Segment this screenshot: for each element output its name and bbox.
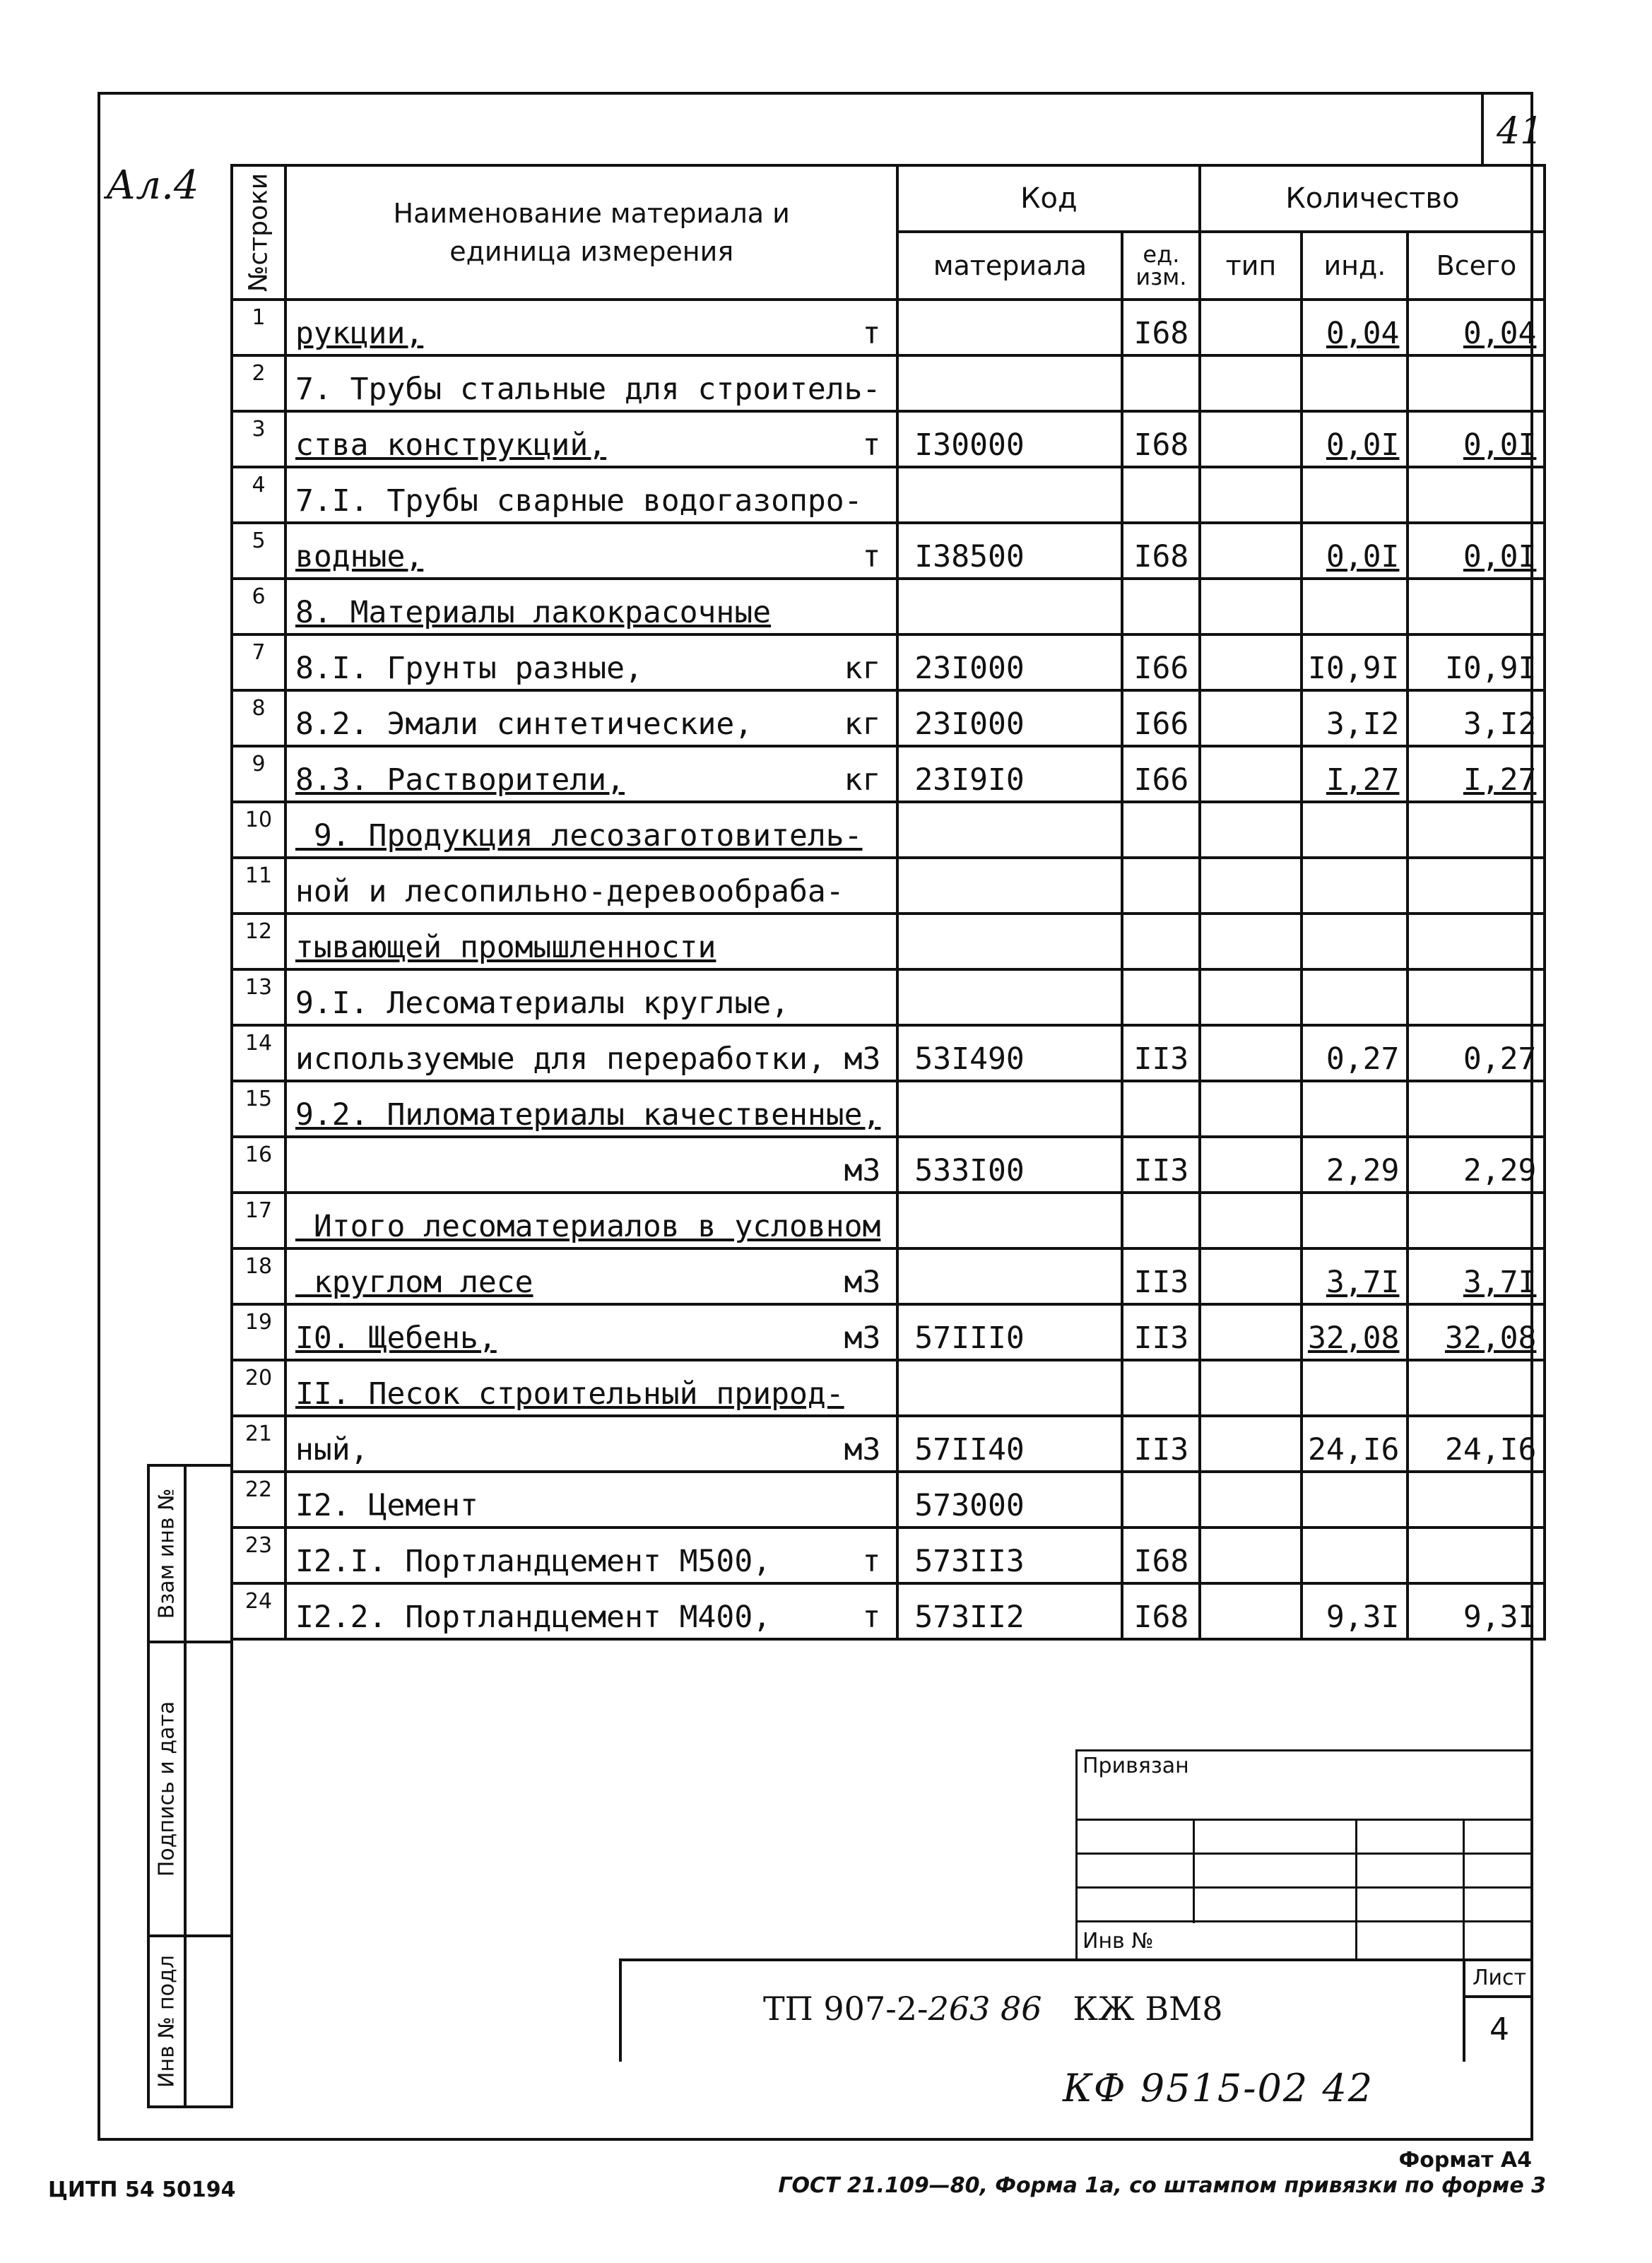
row-name xyxy=(285,1137,897,1193)
side-label-podpis: Подпись и дата xyxy=(154,1701,179,1877)
row-number: 14 xyxy=(232,1025,285,1081)
row-code xyxy=(897,1248,1122,1304)
format-label: Формат А4 xyxy=(1398,2148,1532,2173)
header-qty-ind: инд. xyxy=(1302,232,1408,300)
row-unit-abbr: т xyxy=(862,539,881,574)
row-type xyxy=(1200,1304,1302,1360)
row-number: 9 xyxy=(232,746,285,802)
row-ind xyxy=(1302,914,1408,969)
row-number: 12 xyxy=(232,914,285,969)
row-name xyxy=(285,523,897,579)
table-row xyxy=(232,411,1545,467)
row-name-text: рукции, xyxy=(295,316,424,351)
page-number: 41 xyxy=(1497,110,1544,153)
row-unit xyxy=(1122,969,1200,1025)
row-total: 9,3I xyxy=(1408,1583,1545,1639)
row-total: 3,7I xyxy=(1408,1248,1545,1304)
title-block xyxy=(619,1958,1533,2062)
row-unit-abbr: м3 xyxy=(844,1041,881,1077)
row-unit-abbr: кг xyxy=(844,707,881,742)
row-unit: II3 xyxy=(1122,1025,1200,1081)
row-name-text: 8.2. Эмали синтетические, xyxy=(295,707,753,742)
side-label-inv-podl: Инв № подл xyxy=(154,1955,179,2088)
row-type xyxy=(1200,1025,1302,1081)
row-name xyxy=(285,467,897,523)
row-ind xyxy=(1302,858,1408,914)
table-row xyxy=(232,579,1545,634)
row-number: 22 xyxy=(232,1472,285,1528)
header-qty-type: тип xyxy=(1200,232,1302,300)
row-type xyxy=(1200,1360,1302,1416)
row-unit xyxy=(1122,802,1200,858)
row-name xyxy=(285,802,897,858)
row-name xyxy=(285,1416,897,1472)
row-total: 2,29 xyxy=(1408,1137,1545,1193)
document-designation: ТП 907-2-263 86 КЖ ВМ8 xyxy=(763,1990,1223,2028)
row-total: I0,9I xyxy=(1408,634,1545,690)
table-row xyxy=(232,1137,1545,1193)
table-row xyxy=(232,914,1545,969)
row-number: 17 xyxy=(232,1193,285,1248)
row-unit: II3 xyxy=(1122,1304,1200,1360)
row-ind: 0,0I xyxy=(1302,523,1408,579)
row-name-text: 8.3. Растворители, xyxy=(295,762,625,798)
row-total: 3,I2 xyxy=(1408,690,1545,746)
row-total xyxy=(1408,579,1545,634)
table-row xyxy=(232,523,1545,579)
row-total: 0,0I xyxy=(1408,523,1545,579)
row-number: 21 xyxy=(232,1416,285,1472)
row-ind xyxy=(1302,467,1408,523)
footer-left: ЦИТП 54 50194 xyxy=(48,2178,236,2202)
sheet-value: 4 xyxy=(1489,2011,1509,2048)
row-number: 24 xyxy=(232,1583,285,1639)
stamp-privyazan: Привязан xyxy=(1082,1754,1189,1778)
row-name-text: I2.2. Портландцемент М400, xyxy=(295,1600,772,1635)
row-number: 7 xyxy=(232,634,285,690)
row-unit-abbr: т xyxy=(862,427,881,463)
row-ind: I,27 xyxy=(1302,746,1408,802)
row-code xyxy=(897,1081,1122,1137)
row-code: 23I000 xyxy=(897,634,1122,690)
row-ind xyxy=(1302,969,1408,1025)
row-ind xyxy=(1302,1193,1408,1248)
page-number-box xyxy=(1481,92,1544,167)
materials-table xyxy=(230,164,1546,1641)
row-unit: I68 xyxy=(1122,1528,1200,1583)
row-number: 19 xyxy=(232,1304,285,1360)
side-cell-vzam xyxy=(147,1464,233,1643)
row-ind xyxy=(1302,1081,1408,1137)
row-name-text: водные, xyxy=(295,539,424,574)
table-row xyxy=(232,1081,1545,1137)
table-row xyxy=(232,1360,1545,1416)
row-number: 23 xyxy=(232,1528,285,1583)
row-number: 5 xyxy=(232,523,285,579)
table-row xyxy=(232,1472,1545,1528)
row-ind: 3,I2 xyxy=(1302,690,1408,746)
row-total xyxy=(1408,1081,1545,1137)
row-type xyxy=(1200,1583,1302,1639)
row-total: 0,0I xyxy=(1408,411,1545,467)
row-code xyxy=(897,355,1122,411)
row-total xyxy=(1408,914,1545,969)
row-ind xyxy=(1302,355,1408,411)
row-unit: I66 xyxy=(1122,746,1200,802)
table-row xyxy=(232,802,1545,858)
row-total: 24,I6 xyxy=(1408,1416,1545,1472)
row-name xyxy=(285,634,897,690)
row-total xyxy=(1408,1472,1545,1528)
row-number: 1 xyxy=(232,300,285,355)
table-row xyxy=(232,1248,1545,1304)
row-name-text: I0. Щебень, xyxy=(295,1320,497,1356)
row-type xyxy=(1200,1416,1302,1472)
row-number: 6 xyxy=(232,579,285,634)
row-code xyxy=(897,467,1122,523)
row-unit-abbr: м3 xyxy=(844,1432,881,1467)
row-name xyxy=(285,746,897,802)
row-total xyxy=(1408,1528,1545,1583)
row-total: 0,04 xyxy=(1408,300,1545,355)
row-total xyxy=(1408,1193,1545,1248)
side-cell-podpis xyxy=(147,1641,233,1937)
row-ind xyxy=(1302,1472,1408,1528)
row-unit: I66 xyxy=(1122,690,1200,746)
row-ind: 0,0I xyxy=(1302,411,1408,467)
row-type xyxy=(1200,746,1302,802)
row-name-text: 9.2. Пиломатериалы качественные, xyxy=(295,1097,881,1133)
row-name-text: используемые для переработки, xyxy=(295,1041,826,1077)
table-row xyxy=(232,300,1545,355)
row-code xyxy=(897,802,1122,858)
row-name xyxy=(285,1025,897,1081)
row-code: 573II2 xyxy=(897,1583,1122,1639)
header-name: Наименование материала и единица измерения xyxy=(285,165,897,300)
row-name xyxy=(285,300,897,355)
header-code-unit: ед. изм. xyxy=(1122,232,1200,300)
row-name-text: ной и лесопильно-деревообраба- xyxy=(295,874,844,909)
row-code: 53I490 xyxy=(897,1025,1122,1081)
row-number: 13 xyxy=(232,969,285,1025)
row-unit-abbr: м3 xyxy=(844,1320,881,1356)
row-code xyxy=(897,579,1122,634)
row-unit: II3 xyxy=(1122,1248,1200,1304)
row-ind xyxy=(1302,802,1408,858)
row-name xyxy=(285,1193,897,1248)
row-ind: 3,7I xyxy=(1302,1248,1408,1304)
row-name xyxy=(285,1360,897,1416)
row-code: 57II40 xyxy=(897,1416,1122,1472)
row-unit xyxy=(1122,1193,1200,1248)
row-number: 18 xyxy=(232,1248,285,1304)
row-number: 16 xyxy=(232,1137,285,1193)
row-total xyxy=(1408,858,1545,914)
row-total: I,27 xyxy=(1408,746,1545,802)
row-unit xyxy=(1122,1472,1200,1528)
row-name-text: Итого лесоматериалов в условном xyxy=(295,1209,881,1244)
table-row xyxy=(232,1416,1545,1472)
row-type xyxy=(1200,1081,1302,1137)
row-unit xyxy=(1122,858,1200,914)
row-name-text: 7.I. Трубы сварные водогазопро- xyxy=(295,483,863,519)
row-name xyxy=(285,690,897,746)
row-unit xyxy=(1122,1360,1200,1416)
row-name xyxy=(285,1583,897,1639)
row-name-text: 9. Продукция лесозаготовитель- xyxy=(295,818,863,853)
table-row xyxy=(232,1193,1545,1248)
row-total xyxy=(1408,1360,1545,1416)
stamp-inv-no: Инв № xyxy=(1082,1929,1154,1954)
row-type xyxy=(1200,300,1302,355)
row-unit: I68 xyxy=(1122,411,1200,467)
row-name-text: 8. Материалы лакокрасочные xyxy=(295,595,772,630)
row-unit-abbr: кг xyxy=(844,651,881,686)
row-name xyxy=(285,858,897,914)
row-type xyxy=(1200,1472,1302,1528)
row-type xyxy=(1200,1528,1302,1583)
row-code: 23I9I0 xyxy=(897,746,1122,802)
row-ind: 0,04 xyxy=(1302,300,1408,355)
row-total: 32,08 xyxy=(1408,1304,1545,1360)
row-code: 573000 xyxy=(897,1472,1122,1528)
row-ind: I0,9I xyxy=(1302,634,1408,690)
row-unit xyxy=(1122,355,1200,411)
row-unit-abbr: кг xyxy=(844,762,881,798)
row-type xyxy=(1200,914,1302,969)
row-ind: 24,I6 xyxy=(1302,1416,1408,1472)
table-row xyxy=(232,355,1545,411)
row-unit: II3 xyxy=(1122,1137,1200,1193)
row-type xyxy=(1200,1137,1302,1193)
row-type xyxy=(1200,1248,1302,1304)
row-type xyxy=(1200,802,1302,858)
row-name xyxy=(285,579,897,634)
row-type xyxy=(1200,969,1302,1025)
table-row xyxy=(232,1528,1545,1583)
table-row xyxy=(232,746,1545,802)
table-row xyxy=(232,969,1545,1025)
row-name-text: 7. Трубы стальные для строитель- xyxy=(295,372,881,407)
row-code: I38500 xyxy=(897,523,1122,579)
row-type xyxy=(1200,634,1302,690)
row-number: 8 xyxy=(232,690,285,746)
row-name-text: I2.I. Портландцемент М500, xyxy=(295,1544,772,1579)
header-code-group: Код xyxy=(897,165,1200,232)
row-code xyxy=(897,914,1122,969)
row-unit-abbr: т xyxy=(862,1600,881,1635)
row-ind xyxy=(1302,579,1408,634)
row-unit xyxy=(1122,1081,1200,1137)
annotation-topleft: Ал.4 xyxy=(106,163,199,208)
table-row xyxy=(232,690,1545,746)
table-row xyxy=(232,1304,1545,1360)
table-row xyxy=(232,634,1545,690)
row-ind xyxy=(1302,1528,1408,1583)
row-name-text: ный, xyxy=(295,1432,369,1467)
row-total xyxy=(1408,969,1545,1025)
row-ind: 2,29 xyxy=(1302,1137,1408,1193)
row-type xyxy=(1200,355,1302,411)
row-name xyxy=(285,355,897,411)
row-unit-abbr: т xyxy=(862,1544,881,1579)
row-type xyxy=(1200,411,1302,467)
row-total xyxy=(1408,355,1545,411)
row-code xyxy=(897,1193,1122,1248)
row-name-text: II. Песок строительный природ- xyxy=(295,1376,844,1412)
row-number: 15 xyxy=(232,1081,285,1137)
footer-right: ГОСТ 21.109—80, Форма 1а, со штампом привязки по форме 3 xyxy=(778,2173,1546,2198)
row-name-text: круглом лесе xyxy=(295,1265,533,1300)
row-type xyxy=(1200,523,1302,579)
row-code xyxy=(897,300,1122,355)
row-name-text: 9.I. Лесоматериалы круглые, xyxy=(295,986,789,1021)
row-unit-abbr: т xyxy=(862,316,881,351)
row-total: 0,27 xyxy=(1408,1025,1545,1081)
side-label-vzam: Взам инв № xyxy=(154,1488,179,1619)
row-unit: I68 xyxy=(1122,300,1200,355)
row-type xyxy=(1200,690,1302,746)
row-name xyxy=(285,1304,897,1360)
row-unit: I68 xyxy=(1122,523,1200,579)
row-name xyxy=(285,1081,897,1137)
table-row xyxy=(232,1025,1545,1081)
row-name-text: ства конструкций, xyxy=(295,427,607,463)
header-code-material: материала xyxy=(897,232,1122,300)
row-type xyxy=(1200,579,1302,634)
table-row xyxy=(232,467,1545,523)
row-code xyxy=(897,969,1122,1025)
row-code: 57III0 xyxy=(897,1304,1122,1360)
row-code xyxy=(897,1360,1122,1416)
side-cell-inv-podl xyxy=(147,1934,233,2108)
row-name xyxy=(285,914,897,969)
row-name xyxy=(285,1528,897,1583)
row-number: 3 xyxy=(232,411,285,467)
row-name xyxy=(285,411,897,467)
row-ind: 9,3I xyxy=(1302,1583,1408,1639)
row-number: 11 xyxy=(232,858,285,914)
row-unit-abbr: м3 xyxy=(844,1153,881,1188)
row-name-text: I2. Цемент xyxy=(295,1488,478,1523)
row-unit xyxy=(1122,914,1200,969)
sheet-box xyxy=(1463,1961,1533,2062)
row-ind: 32,08 xyxy=(1302,1304,1408,1360)
row-name xyxy=(285,969,897,1025)
sheet-label: Лист xyxy=(1465,1961,1533,1998)
row-unit: I66 xyxy=(1122,634,1200,690)
row-type xyxy=(1200,858,1302,914)
row-unit: II3 xyxy=(1122,1416,1200,1472)
row-number: 20 xyxy=(232,1360,285,1416)
table-row xyxy=(232,1583,1545,1639)
row-code xyxy=(897,858,1122,914)
header-qty-group: Количество xyxy=(1200,165,1545,232)
row-type xyxy=(1200,1193,1302,1248)
row-code: 23I000 xyxy=(897,690,1122,746)
row-unit xyxy=(1122,579,1200,634)
table-row xyxy=(232,858,1545,914)
side-strip xyxy=(147,1464,233,2088)
row-total xyxy=(1408,802,1545,858)
row-total xyxy=(1408,467,1545,523)
row-code: 533I00 xyxy=(897,1137,1122,1193)
row-unit-abbr: м3 xyxy=(844,1265,881,1300)
row-number: 2 xyxy=(232,355,285,411)
header-qty-total: Всего xyxy=(1408,232,1545,300)
row-ind xyxy=(1302,1360,1408,1416)
row-name xyxy=(285,1472,897,1528)
row-name-text: тывающей промышленности xyxy=(295,930,716,965)
row-unit: I68 xyxy=(1122,1583,1200,1639)
row-name-text: 8.I. Грунты разные, xyxy=(295,651,643,686)
row-code: I30000 xyxy=(897,411,1122,467)
row-type xyxy=(1200,467,1302,523)
row-code: 573II3 xyxy=(897,1528,1122,1583)
row-number: 10 xyxy=(232,802,285,858)
row-number: 4 xyxy=(232,467,285,523)
row-ind: 0,27 xyxy=(1302,1025,1408,1081)
row-name xyxy=(285,1248,897,1304)
row-unit xyxy=(1122,467,1200,523)
handwritten-number: КФ 9515-02 42 xyxy=(1063,2066,1374,2110)
header-row-no: №строки xyxy=(232,165,285,300)
